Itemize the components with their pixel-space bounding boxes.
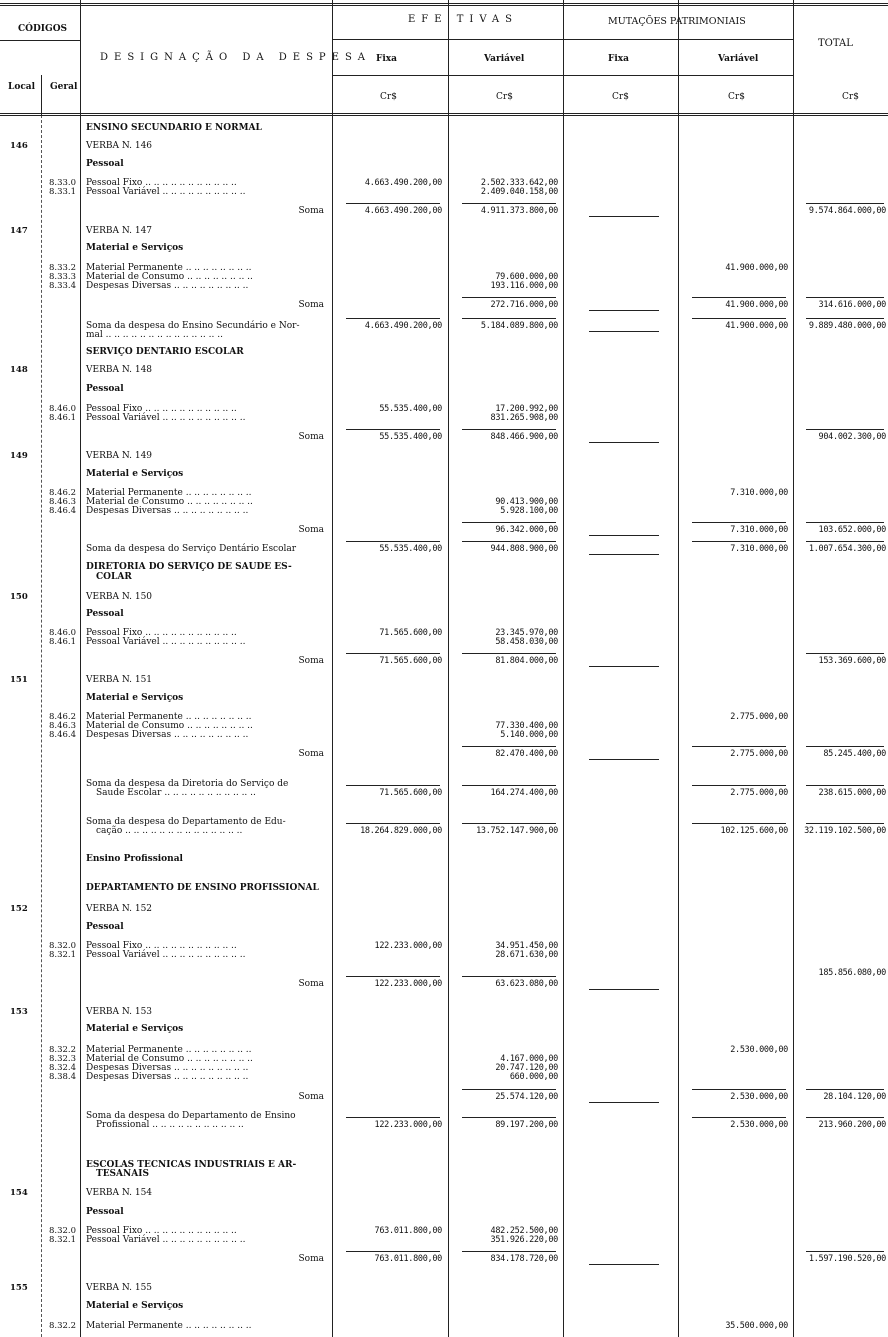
expense-description: Material de Consumo .. .. .. .. .. .. .. .. <box>86 721 253 731</box>
amount-ev: 660.000,00 <box>509 1072 558 1082</box>
amount-tot: 32.119.102.500,00 <box>804 826 886 836</box>
expense-description: Pessoal Fixo .. .. .. .. .. .. .. .. .. .. .. <box>86 941 237 951</box>
header-local: Local <box>8 82 36 92</box>
amount-ev: 34.951.450,00 <box>495 941 558 951</box>
geral-code: 8.33.0 <box>48 178 76 188</box>
expense-description: Material Permanente .. .. .. .. .. .. .. .. <box>86 1321 252 1331</box>
geral-code: 8.46.3 <box>48 497 76 507</box>
expense-description: Material e Serviços <box>86 1024 184 1034</box>
geral-code: 8.46.4 <box>48 730 76 740</box>
amount-tot: 314.616.000,00 <box>818 300 886 310</box>
expense-description: Pessoal <box>86 159 124 169</box>
sum-rule <box>462 1251 556 1252</box>
geral-code: 8.33.3 <box>48 272 76 282</box>
geral-code: 8.38.4 <box>48 1072 76 1082</box>
empty-sum-rule <box>589 310 659 311</box>
expense-description: VERBA N. 148 <box>86 365 153 375</box>
expense-description: Pessoal Variável .. .. .. .. .. .. .. .. .. .. <box>86 637 246 647</box>
amount-ef: 122.233.000,00 <box>374 1120 442 1130</box>
amount-ev: 90.413.900,00 <box>495 497 558 507</box>
sum-rule <box>692 823 786 824</box>
amount-ef: 4.663.490.200,00 <box>364 178 442 188</box>
geral-code: 8.46.0 <box>48 404 76 414</box>
sum-rule <box>806 823 884 824</box>
local-code: 153 <box>10 1007 28 1017</box>
sum-rule <box>462 429 556 430</box>
geral-code: 8.46.4 <box>48 506 76 516</box>
expense-description: VERBA N. 146 <box>86 141 153 151</box>
header-mutacoes: MUTAÇÕES PATRIMONIAIS <box>608 16 746 27</box>
amount-ev: 848.466.900,00 <box>490 432 558 442</box>
expense-description: Soma da despesa do Serviço Dentário Escolar <box>86 544 297 554</box>
amount-ev: 482.252.500,00 <box>490 1226 558 1236</box>
local-code: 148 <box>10 365 28 375</box>
empty-sum-rule <box>589 666 659 667</box>
sum-rule <box>346 1117 440 1118</box>
header-currency-1: Cr$ <box>380 92 397 102</box>
expense-description: Pessoal Variável .. .. .. .. .. .. .. .. .. .. <box>86 1235 246 1245</box>
geral-code: 8.32.4 <box>48 1063 76 1073</box>
expense-description: Pessoal Fixo .. .. .. .. .. .. .. .. .. .. .. <box>86 628 237 638</box>
sum-rule <box>346 1251 440 1252</box>
expense-description: Soma da despesa do Departamento de Ensino <box>86 1111 296 1121</box>
local-code: 155 <box>10 1283 28 1293</box>
sum-rule <box>692 785 786 786</box>
expense-description: Soma da despesa da Diretoria do Serviço de <box>86 779 289 789</box>
soma-label: Soma <box>298 300 324 310</box>
expense-description: Material Permanente .. .. .. .. .. .. .. .. <box>86 712 252 722</box>
expense-description: Despesas Diversas .. .. .. .. .. .. .. .. .. <box>86 506 249 516</box>
amount-ev: 20.747.120,00 <box>495 1063 558 1073</box>
soma-label: Soma <box>298 1254 324 1264</box>
empty-sum-rule <box>589 989 659 990</box>
amount-ef: 122.233.000,00 <box>374 979 442 989</box>
empty-sum-rule <box>589 554 659 555</box>
expense-description: VERBA N. 147 <box>86 226 153 236</box>
header-currency-3: Cr$ <box>612 92 629 102</box>
amount-mv: 2.775.000,00 <box>730 712 788 722</box>
sum-rule <box>462 1089 556 1090</box>
amount-tot: 28.104.120,00 <box>823 1092 886 1102</box>
expense-description: Material de Consumo .. .. .. .. .. .. .. .. <box>86 497 253 507</box>
header-designacao: DESIGNAÇÃO DA DESPESA <box>100 52 372 63</box>
amount-ev: 5.184.089.800,00 <box>480 321 558 331</box>
amount-ef: 55.535.400,00 <box>379 404 442 414</box>
amount-ef: 763.011.800,00 <box>374 1254 442 1264</box>
amount-ev: 96.342.000,00 <box>495 525 558 535</box>
amount-mv: 41.900.000,00 <box>725 263 788 273</box>
amount-tot: 85.245.400,00 <box>823 749 886 759</box>
amount-ev: 77.330.400,00 <box>495 721 558 731</box>
amount-mv: 102.125.600,00 <box>720 826 788 836</box>
expense-description: COLAR <box>96 572 132 582</box>
soma-label: Soma <box>298 525 324 535</box>
amount-mv: 2.775.000,00 <box>730 749 788 759</box>
amount-ev: 63.623.080,00 <box>495 979 558 989</box>
expense-description: VERBA N. 153 <box>86 1007 153 1017</box>
expense-description: VERBA N. 151 <box>86 675 153 685</box>
expense-description: Pessoal Variável .. .. .. .. .. .. .. .. .. .. <box>86 187 246 197</box>
expense-description: Pessoal <box>86 609 124 619</box>
header-fixa-mutacoes: Fixa <box>608 54 630 64</box>
sum-rule <box>806 1089 884 1090</box>
amount-mv: 35.500.000,00 <box>725 1321 788 1331</box>
empty-sum-rule <box>589 1102 659 1103</box>
sum-rule <box>806 746 884 747</box>
expense-description: Pessoal <box>86 922 124 932</box>
expense-description: Material Permanente .. .. .. .. .. .. .. .. <box>86 1045 252 1055</box>
sum-rule <box>692 297 786 298</box>
expense-description: ENSINO SECUNDARIO E NORMAL <box>86 123 262 133</box>
sum-rule <box>462 297 556 298</box>
sum-rule <box>462 653 556 654</box>
geral-code: 8.46.2 <box>48 712 76 722</box>
sum-rule <box>806 1117 884 1118</box>
amount-ef: 122.233.000,00 <box>374 941 442 951</box>
soma-label: Soma <box>298 979 324 989</box>
amount-tot: 213.960.200,00 <box>818 1120 886 1130</box>
geral-code: 8.32.0 <box>48 1226 76 1236</box>
amount-ef: 18.264.829.000,00 <box>360 826 442 836</box>
amount-tot: 9.574.864.000,00 <box>808 206 886 216</box>
sum-rule <box>346 785 440 786</box>
amount-mv: 7.310.000,00 <box>730 488 788 498</box>
amount-mv: 2.530.000,00 <box>730 1120 788 1130</box>
sum-rule <box>806 297 884 298</box>
expense-description: Pessoal Fixo .. .. .. .. .. .. .. .. .. .. .. <box>86 1226 237 1236</box>
local-code: 152 <box>10 904 28 914</box>
soma-label: Soma <box>298 1092 324 1102</box>
expense-description: Material e Serviços <box>86 243 184 253</box>
header-fixa-efetivas: Fixa <box>376 54 398 64</box>
expense-description: cação .. .. .. .. .. .. .. .. .. .. .. .. .. .. <box>96 826 243 836</box>
sum-rule <box>462 318 556 319</box>
amount-mv: 7.310.000,00 <box>730 525 788 535</box>
sum-rule <box>462 976 556 977</box>
expense-description: ESCOLAS TECNICAS INDUSTRIAIS E AR- <box>86 1160 297 1170</box>
amount-ev: 25.574.120,00 <box>495 1092 558 1102</box>
geral-code: 8.32.1 <box>48 950 76 960</box>
sum-rule <box>462 1117 556 1118</box>
amount-mv: 41.900.000,00 <box>725 300 788 310</box>
header-currency-2: Cr$ <box>496 92 513 102</box>
amount-ev: 4.911.373.800,00 <box>480 206 558 216</box>
geral-code: 8.33.2 <box>48 263 76 273</box>
expense-description: Material e Serviços <box>86 693 184 703</box>
expense-description: Material e Serviços <box>86 1301 184 1311</box>
expense-description: Material de Consumo .. .. .. .. .. .. .. .. <box>86 1054 253 1064</box>
geral-code: 8.32.2 <box>48 1321 76 1331</box>
expense-description: Profissional .. .. .. .. .. .. .. .. .. .. .. <box>96 1120 244 1130</box>
sum-rule <box>806 203 884 204</box>
header-currency-4: Cr$ <box>728 92 745 102</box>
amount-ev: 944.808.900,00 <box>490 544 558 554</box>
amount-ef: 71.565.600,00 <box>379 656 442 666</box>
expense-description: TESANAIS <box>96 1169 149 1179</box>
expense-description: Pessoal <box>86 384 124 394</box>
expense-description: VERBA N. 150 <box>86 592 153 602</box>
local-code: 150 <box>10 592 28 602</box>
local-code: 146 <box>10 141 28 151</box>
expense-description: Saude Escolar .. .. .. .. .. .. .. .. .. .. .. <box>96 788 256 798</box>
amount-ef: 55.535.400,00 <box>379 432 442 442</box>
amount-ev: 2.502.333.642,00 <box>480 178 558 188</box>
sum-rule <box>806 541 884 542</box>
header-efetivas: EFE TIVAS <box>408 14 518 25</box>
geral-code: 8.46.1 <box>48 637 76 647</box>
geral-code: 8.46.0 <box>48 628 76 638</box>
amount-ev: 81.804.000,00 <box>495 656 558 666</box>
local-code: 147 <box>10 226 28 236</box>
local-code: 151 <box>10 675 28 685</box>
amount-ev: 5.928.100,00 <box>500 506 558 516</box>
header-variavel-efetivas: Variável <box>484 54 525 64</box>
amount-mv: 2.530.000,00 <box>730 1045 788 1055</box>
expense-description: Despesas Diversas .. .. .. .. .. .. .. .. .. <box>86 281 249 291</box>
header-variavel-mutacoes: Variável <box>718 54 759 64</box>
geral-code: 8.32.2 <box>48 1045 76 1055</box>
amount-ev: 831.265.908,00 <box>490 413 558 423</box>
geral-code: 8.32.1 <box>48 1235 76 1245</box>
sum-rule <box>462 823 556 824</box>
sum-rule <box>346 429 440 430</box>
amount-ev: 89.197.200,00 <box>495 1120 558 1130</box>
sum-rule <box>346 541 440 542</box>
expense-description: Material Permanente .. .. .. .. .. .. .. .. <box>86 488 252 498</box>
expense-description: Pessoal <box>86 1207 124 1217</box>
empty-sum-rule <box>589 331 659 332</box>
expense-description: Material e Serviços <box>86 469 184 479</box>
amount-ev: 23.345.970,00 <box>495 628 558 638</box>
sum-rule <box>462 522 556 523</box>
amount-ef: 4.663.490.200,00 <box>364 321 442 331</box>
amount-tot: 9.889.480.000,00 <box>808 321 886 331</box>
expense-description: Pessoal Variável .. .. .. .. .. .. .. .. .. .. <box>86 950 246 960</box>
empty-sum-rule <box>589 442 659 443</box>
amount-ev: 164.274.400,00 <box>490 788 558 798</box>
sum-rule <box>806 653 884 654</box>
expense-description: VERBA N. 154 <box>86 1188 153 1198</box>
expense-description: VERBA N. 149 <box>86 451 153 461</box>
sum-rule <box>806 1251 884 1252</box>
amount-ev: 17.200.992,00 <box>495 404 558 414</box>
local-code: 149 <box>10 451 28 461</box>
amount-ev: 351.926.220,00 <box>490 1235 558 1245</box>
amount-mv: 2.775.000,00 <box>730 788 788 798</box>
amount-ef: 4.663.490.200,00 <box>364 206 442 216</box>
sum-rule <box>692 746 786 747</box>
expense-description: Despesas Diversas .. .. .. .. .. .. .. .. .. <box>86 730 249 740</box>
amount-ev: 79.600.000,00 <box>495 272 558 282</box>
amount-ev: 4.167.000,00 <box>500 1054 558 1064</box>
sum-rule <box>346 653 440 654</box>
sum-rule <box>346 203 440 204</box>
sum-rule <box>692 1117 786 1118</box>
expense-description: DEPARTAMENTO DE ENSINO PROFISSIONAL <box>86 883 319 893</box>
soma-label: Soma <box>298 656 324 666</box>
sum-rule <box>462 541 556 542</box>
expense-description: Soma da despesa do Departamento de Edu- <box>86 817 286 827</box>
amount-tot: 185.856.080,00 <box>818 968 886 978</box>
amount-ev: 193.116.000,00 <box>490 281 558 291</box>
expense-description: Pessoal Variável .. .. .. .. .. .. .. .. .. .. <box>86 413 246 423</box>
amount-tot: 904.002.300,00 <box>818 432 886 442</box>
expense-description: DIRETORIA DO SERVIÇO DE SAUDE ES- <box>86 562 292 572</box>
expense-description: Despesas Diversas .. .. .. .. .. .. .. .. .. <box>86 1072 249 1082</box>
amount-tot: 1.597.190.520,00 <box>808 1254 886 1264</box>
sum-rule <box>346 318 440 319</box>
header-total: TOTAL <box>818 38 853 49</box>
expense-description: Soma da despesa do Ensino Secundário e Nor- <box>86 321 300 331</box>
amount-ev: 28.671.630,00 <box>495 950 558 960</box>
expense-description: Ensino Profissional <box>86 854 183 864</box>
expense-description: Pessoal Fixo .. .. .. .. .. .. .. .. .. .. .. <box>86 404 237 414</box>
expense-description: SERVIÇO DENTARIO ESCOLAR <box>86 347 244 357</box>
sum-rule <box>692 522 786 523</box>
sum-rule <box>462 785 556 786</box>
sum-rule <box>346 823 440 824</box>
amount-ev: 834.178.720,00 <box>490 1254 558 1264</box>
soma-label: Soma <box>298 206 324 216</box>
sum-rule <box>806 785 884 786</box>
amount-ef: 763.011.800,00 <box>374 1226 442 1236</box>
amount-ef: 71.565.600,00 <box>379 628 442 638</box>
empty-sum-rule <box>589 759 659 760</box>
sum-rule <box>692 541 786 542</box>
expense-description: Material de Consumo .. .. .. .. .. .. .. .. <box>86 272 253 282</box>
amount-ev: 5.140.000,00 <box>500 730 558 740</box>
geral-code: 8.46.1 <box>48 413 76 423</box>
sum-rule <box>462 746 556 747</box>
amount-ev: 13.752.147.900,00 <box>476 826 558 836</box>
expense-description: Despesas Diversas .. .. .. .. .. .. .. .. .. <box>86 1063 249 1073</box>
geral-code: 8.33.1 <box>48 187 76 197</box>
expense-description: mal .. .. .. .. .. .. .. .. .. .. .. .. .. .. <box>86 330 223 340</box>
empty-sum-rule <box>589 535 659 536</box>
geral-code: 8.46.2 <box>48 488 76 498</box>
amount-ef: 55.535.400,00 <box>379 544 442 554</box>
geral-code: 8.33.4 <box>48 281 76 291</box>
amount-mv: 41.900.000,00 <box>725 321 788 331</box>
amount-ev: 2.409.040.158,00 <box>480 187 558 197</box>
amount-tot: 238.615.000,00 <box>818 788 886 798</box>
sum-rule <box>806 429 884 430</box>
sum-rule <box>806 318 884 319</box>
sum-rule <box>806 522 884 523</box>
empty-sum-rule <box>589 216 659 217</box>
amount-ev: 82.470.400,00 <box>495 749 558 759</box>
sum-rule <box>692 318 786 319</box>
sum-rule <box>692 1089 786 1090</box>
expense-description: Pessoal Fixo .. .. .. .. .. .. .. .. .. .. .. <box>86 178 237 188</box>
empty-sum-rule <box>589 1264 659 1265</box>
amount-ef: 71.565.600,00 <box>379 788 442 798</box>
soma-label: Soma <box>298 749 324 759</box>
amount-tot: 103.652.000,00 <box>818 525 886 535</box>
amount-mv: 2.530.000,00 <box>730 1092 788 1102</box>
amount-ev: 272.716.000,00 <box>490 300 558 310</box>
sum-rule <box>462 203 556 204</box>
expense-description: Material Permanente .. .. .. .. .. .. .. .. <box>86 263 252 273</box>
header-codigos: CÓDIGOS <box>18 24 68 34</box>
header-currency-5: Cr$ <box>842 92 859 102</box>
amount-ev: 58.458.030,00 <box>495 637 558 647</box>
local-code: 154 <box>10 1188 28 1198</box>
amount-tot: 1.007.654.300,00 <box>808 544 886 554</box>
geral-code: 8.46.3 <box>48 721 76 731</box>
expense-description: VERBA N. 155 <box>86 1283 153 1293</box>
geral-code: 8.32.0 <box>48 941 76 951</box>
expense-description: VERBA N. 152 <box>86 904 153 914</box>
amount-mv: 7.310.000,00 <box>730 544 788 554</box>
sum-rule <box>346 976 440 977</box>
amount-tot: 153.369.600,00 <box>818 656 886 666</box>
soma-label: Soma <box>298 432 324 442</box>
header-geral: Geral <box>50 82 78 92</box>
geral-code: 8.32.3 <box>48 1054 76 1064</box>
